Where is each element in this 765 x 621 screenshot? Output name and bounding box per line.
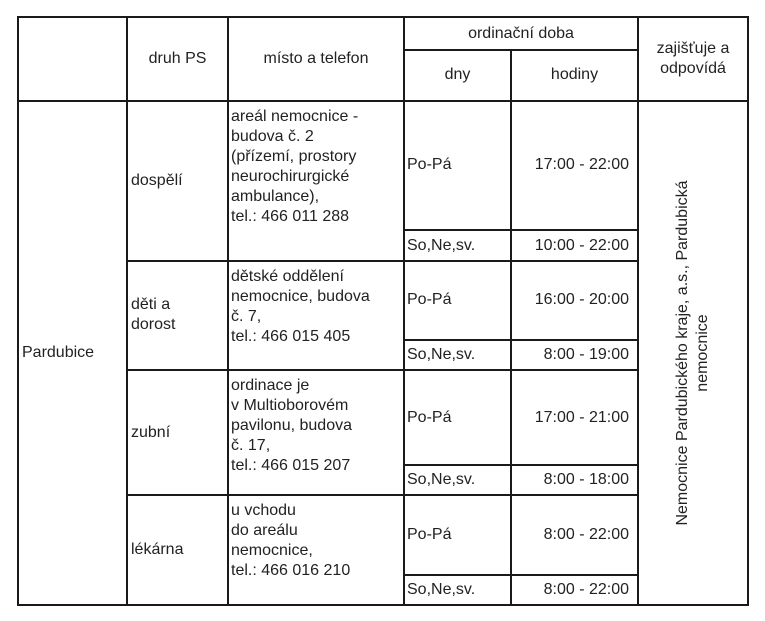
druh-ps-cell: děti a dorost	[127, 261, 228, 371]
city-cell: Pardubice	[18, 101, 127, 605]
druh-ps-cell: dospělí	[127, 101, 228, 261]
druh-ps-cell: lékárna	[127, 495, 228, 605]
weekend-days-cell: So,Ne,sv.	[404, 465, 511, 495]
header-empty-cell	[18, 17, 127, 101]
header-misto-telefon: místo a telefon	[228, 17, 404, 101]
place-phone-cell: ordinace je v Multioborovém pavilonu, budova č. 17, tel.: 466 015 207	[228, 370, 404, 495]
weekend-days-cell: So,Ne,sv.	[404, 340, 511, 370]
header-ordinacni-doba: ordinační doba	[404, 17, 638, 50]
provider-cell	[638, 101, 748, 605]
weekend-days-cell: So,Ne,sv.	[404, 575, 511, 605]
schedule-table	[17, 16, 749, 606]
weekday-hours-cell: 8:00 - 22:00	[511, 495, 638, 575]
weekend-hours-cell: 10:00 - 22:00	[511, 230, 638, 260]
weekday-hours-cell: 17:00 - 21:00	[511, 370, 638, 465]
place-phone-cell: u vchodu do areálu nemocnice, tel.: 466 016 210	[228, 495, 404, 605]
weekday-days-cell: Po-Pá	[404, 370, 511, 465]
weekday-hours-cell: 17:00 - 22:00	[511, 101, 638, 231]
weekday-days-cell: Po-Pá	[404, 101, 511, 231]
place-phone-cell: areál nemocnice - budova č. 2 (přízemí, prostory neurochirurgické ambulance), tel.: 466 011 288	[228, 101, 404, 261]
weekend-hours-cell: 8:00 - 18:00	[511, 465, 638, 495]
provider-text: Nemocnice Pardubického kraje, a.s., Pardubická nemocnice	[674, 180, 712, 526]
header-hodiny: hodiny	[511, 50, 638, 100]
header-druh-ps: druh PS	[127, 17, 228, 101]
weekday-days-cell: Po-Pá	[404, 495, 511, 575]
weekday-hours-cell: 16:00 - 20:00	[511, 261, 638, 341]
druh-ps-cell: zubní	[127, 370, 228, 495]
weekend-days-cell: So,Ne,sv.	[404, 230, 511, 260]
header-zajistuje-odpovida: zajišťuje a odpovídá	[638, 17, 748, 101]
place-phone-cell: dětské oddělení nemocnice, budova č. 7, tel.: 466 015 405	[228, 261, 404, 371]
header-dny: dny	[404, 50, 511, 100]
weekend-hours-cell: 8:00 - 22:00	[511, 575, 638, 605]
weekday-days-cell: Po-Pá	[404, 261, 511, 341]
weekend-hours-cell: 8:00 - 19:00	[511, 340, 638, 370]
